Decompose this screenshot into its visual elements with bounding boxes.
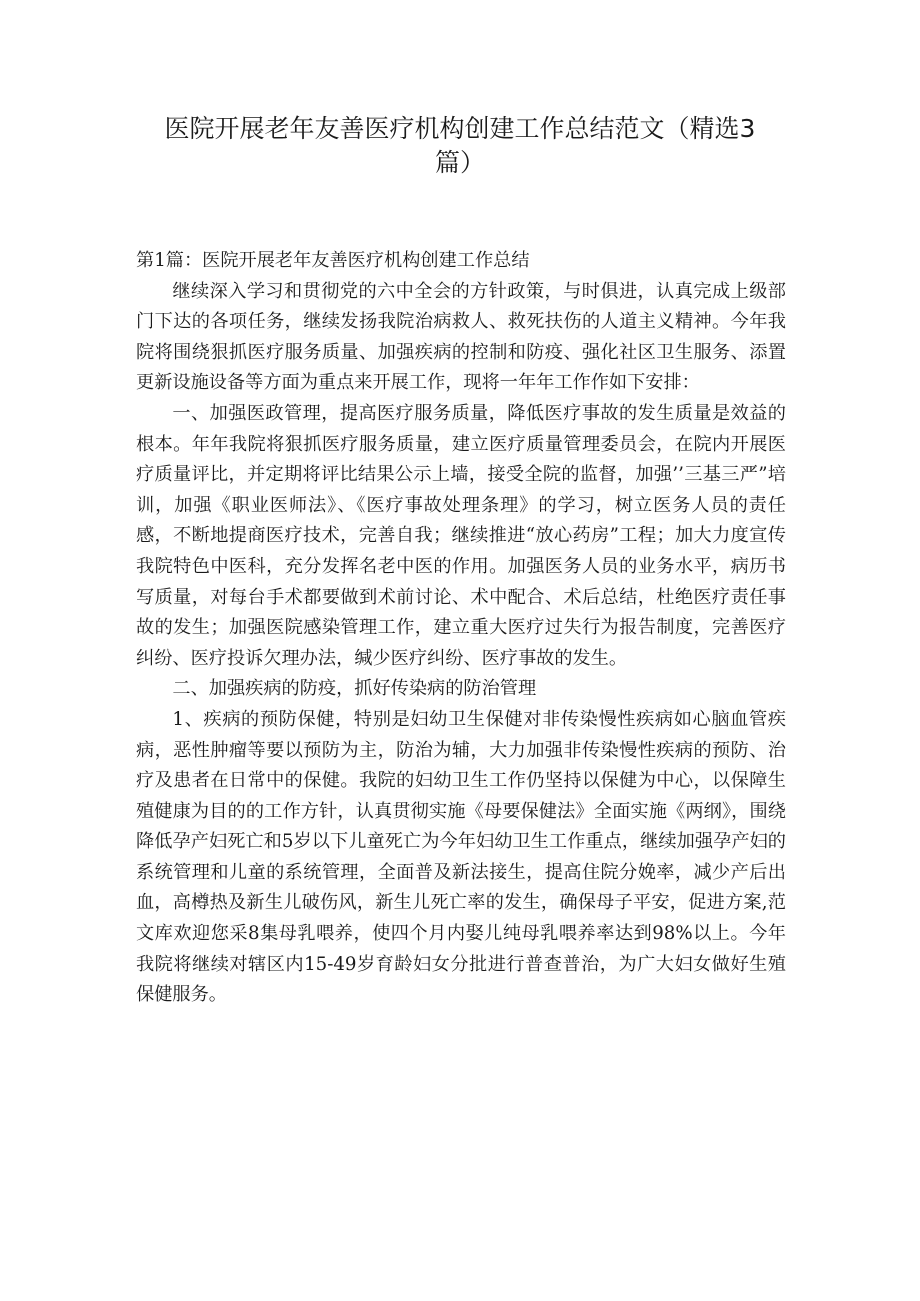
document-title-line-1: 医院开展老年友善医疗机构创建工作总结范文（精选3 — [164, 114, 756, 143]
document-body — [136, 246, 786, 1011]
paragraph-preventive-care: 1、疾病的预防保健，特别是妇幼卫生保健对非传染慢性疾病如心脑血管疾病，恶性肿瘤等要以预防为主，防治为辅，大力加强非传染慢性疾病的预防、治疗及患者在日常中的保健。我院的妇幼卫生工作仍坚持以保健为中心，以保障生殖健康为目的的工作方针，认真贯彻实施《母要保健法》全面实施《两纲》，围绕降低孕产妇死亡和5岁以下儿童死亡为今年妇幼卫生工作重点，继续加强孕产妇的系统管理和儿童的系统管理，全面普及新法接生，提高住院分娩率，减少产后出血，高樽热及新生儿破伤风，新生儿死亡率的发生，确保母子平安，促进方案,范文库欢迎您采8集母乳喂养，使四个月内娶儿纯母乳喂养率达到98%以上。今年我院将继续对辖区内15-49岁育龄妇女分批进行普查普治，为广大妇女做好生殖保健服务。 — [136, 708, 786, 1006]
document-title-line-2: 篇） — [434, 148, 485, 177]
document-title — [110, 112, 810, 180]
section-heading: 第1篇：医院开展老年友善医疗机构创建工作总结 — [136, 250, 530, 271]
paragraph-medical-management: 一、加强医政管理，提高医疗服务质量，降低医疗事故的发生质量是效益的根本。年年我院将狠抓医疗服务质量，建立医疗质量管理委员会，在院内开展医疗质量评比，并定期将评比结果公示上墙，接受全院的监督，加强’’三基三严”培训，加强《职业医师法》、《医疗事故处理条理》的学习，树立医务人员的责任感，不断地提商医疗技术，完善自我；继续推进“放心药房”工程；加大力度宣传我院特色中医科，充分发挥名老中医的作用。加强医务人员的业务水平，病历书写质量，对每台手术都要做到术前讨论、术中配合、术后总结，杜绝医疗责任事故的发生；加强医院感染管理工作，建立重大医疗过失行为报告制度，完善医疗纠纷、医疗投诉欠理办法，缄少医疗纠纷、医疗事故的发生。 — [136, 402, 786, 669]
paragraph-intro: 继续深入学习和贯彻党的六中全会的方针政策，与时俱进，认真完成上级部门下达的各项任务，继续发扬我院治病救人、救死扶伤的人道主义精神。今年我院将围绕狠抓医疗服务质量、加强疾病的控制和防疫、强化社区卫生服务、添置更新设施设备等方面为重点来开展工作，现将一年年工作作如下安排： — [136, 280, 786, 394]
paragraph-disease-prevention-heading: 二、加强疾病的防疫，抓好传染病的防治管理 — [172, 678, 537, 700]
